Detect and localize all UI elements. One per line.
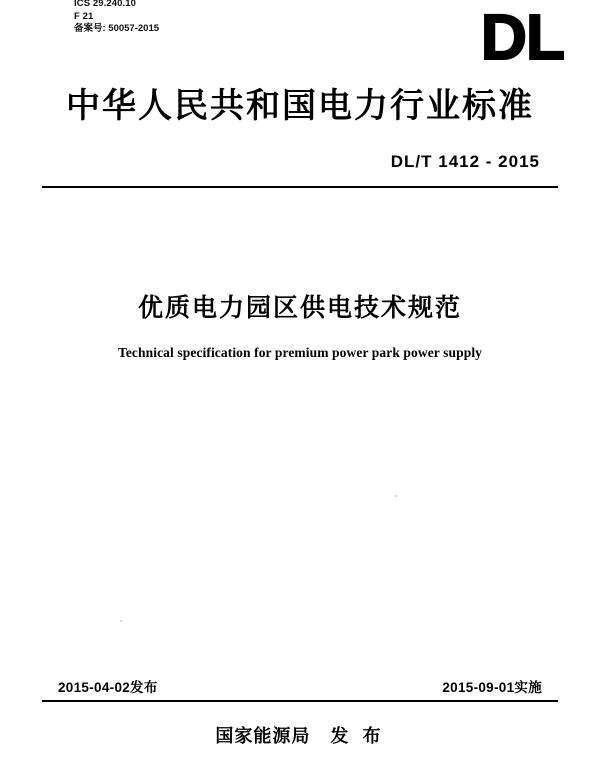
publisher-line (0, 722, 600, 748)
document-title-english: Technical specification for premium power park power supply (117, 345, 483, 360)
standard-series-title: 中华人民共和国电力行业标准 (66, 86, 534, 126)
divider-top (42, 186, 558, 188)
effective-date: 2015-09-01实施 (442, 680, 542, 695)
record-number: 备案号: 50057-2015 (74, 23, 160, 34)
dl-logo: DL (480, 1, 564, 73)
ics-code: ICS 29.240.10 (74, 0, 137, 9)
header-meta-block (74, 0, 159, 36)
scan-speck (395, 495, 397, 497)
publish-verb: 发 布 (330, 726, 385, 747)
divider-bottom (42, 700, 558, 702)
standard-number: DL/T 1412 - 2015 (390, 152, 540, 171)
scan-speck (120, 620, 122, 622)
document-title-chinese: 优质电力园区供电技术规范 (137, 293, 462, 322)
publisher-name: 国家能源局 (215, 726, 311, 747)
issue-date: 2015-04-02发布 (58, 680, 158, 695)
classification-code: F 21 (74, 10, 94, 22)
